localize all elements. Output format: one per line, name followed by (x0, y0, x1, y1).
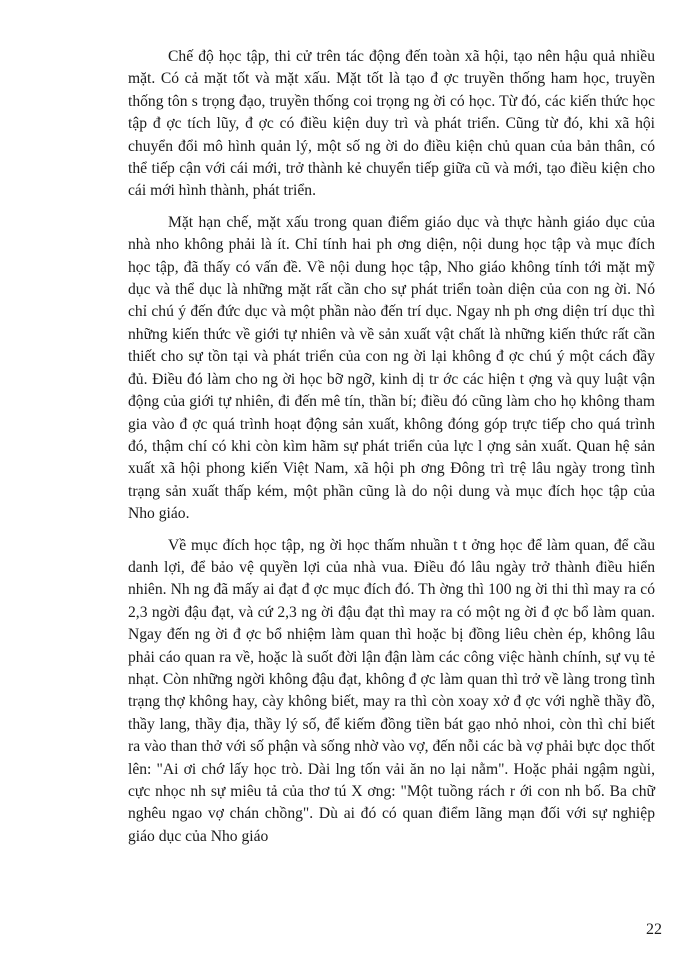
paragraph-1: Chế độ học tập, thi cử trên tác động đến toàn xã hội, tạo nên hậu quả nhiều mặt. Có cả mặt tốt và mặt xấu. Mặt tốt là tạo đ ợc truyền thống ham học, truyền thống tôn s trọng đạo, truyền thống coi trọng ng ời có học. Từ đó, các kiến thức học tập đ ợc tích lũy, đ ợc có điều kiện duy trì và phát triển. Cũng từ đó, khi xã hội chuyển đổi mô hình quản lý, một số ng ời do điều kiện chủ quan của bản thân, có thể tiếp cận với cái mới, trở thành kẻ chuyển tiếp giữa cũ và mới, tạo điều kiện cho cái mới hình thành, phát triển. (128, 48, 655, 200)
paragraph-2: Mặt hạn chế, mặt xấu trong quan điểm giáo dục và thực hành giáo dục của nhà nho không phải là ít. Chỉ tính hai ph ơng diện, nội dung học tập và mục đích học tập, đã thấy có vấn đề. Về nội dung học tập, Nho giáo không tính tới mặt mỹ dục và thể dục là những mặt rất cần cho sự phát triển toàn diện của con ng ời. Nó chỉ chú ý đến đức dục và một phần nào đến trí dục. Ngay nh ph ơng diện trí dục thì những kiến thức về giới tự nhiên và về sản xuất vật chất là những kiến thức rất cần thiết cho sự tồn tại và phát triển của con ng ời lại không đ ợc chú ý một cách đầy đủ. Điều đó làm cho ng ời học bỡ ngỡ, kinh dị tr ớc các hiện t ợng và quy luật vận động của giới tự nhiên, đi đến mê tín, thần bí; điều đó cũng làm cho họ không tham gia vào đ ợc quá trình hoạt động sản xuất, không đóng góp trực tiếp cho quá trình đó, thậm chí có khi còn kìm hãm sự phát triển của lực l ợng sản xuất. Quan hệ sản xuất xã hội phong kiến Việt Nam, xã hội ph ơng Đông trì trệ lâu ngày trong tình trạng sản xuất thấp kém, một phần cũng là do nội dung và mục đích học tập của Nho giáo. (128, 213, 655, 523)
page-number: 22 (646, 921, 662, 938)
paragraph-3: Về mục đích học tập, ng ời học thấm nhuần t t ởng học để làm quan, để cầu danh lợi, để bảo vệ quyền lợi của nhà vua. Điều đó lâu ngày trở thành điều hiển nhiên. Nh ng đã mấy ai đạt đ ợc mục đích đó. Th ờng thì 100 ng ời thi thì may ra có 2,3 ngời đậu đạt, và cứ 2,3 ng ời đậu đạt thì may ra có một ng ời đ ợc bổ làm quan. Ngay đến ng ời đ ợc bổ nhiệm làm quan thì hoặc bị đồng liêu chèn ép, không lâu phải cáo quan ra về, hoặc là suốt đời lận đận làm các công việc hành chính, sự vụ tẻ nhạt. Còn những ngời không đậu đạt, không đ ợc làm quan thì trở về làng trong tình trạng thợ không hay, cày không biết, may ra thì còn xoay xở đ ợc với nghề thầy đồ, thầy lang, thầy địa, thầy lý số, để kiếm đồng tiền bát gạo nhỏ nhoi, còn thì chỉ biết ra vào than thở với số phận và sống nhờ vào vợ, đến nỗi các bà vợ phải bực dọc thốt lên: "Ai ơi chớ lấy học trò. Dài lng tốn vải ăn no lại nằm". Hoặc phải ngậm ngùi, cực nhọc nh sự miêu tả của thơ tú X ơng: "Một tuồng rách r ới con nh bố. Ba chữ nghêu ngao vợ chán chồng". Dù ai đó có quan điểm lãng mạn đối với sự nghiệp giáo dục của Nho giáo (128, 536, 655, 845)
body-text (128, 46, 655, 848)
